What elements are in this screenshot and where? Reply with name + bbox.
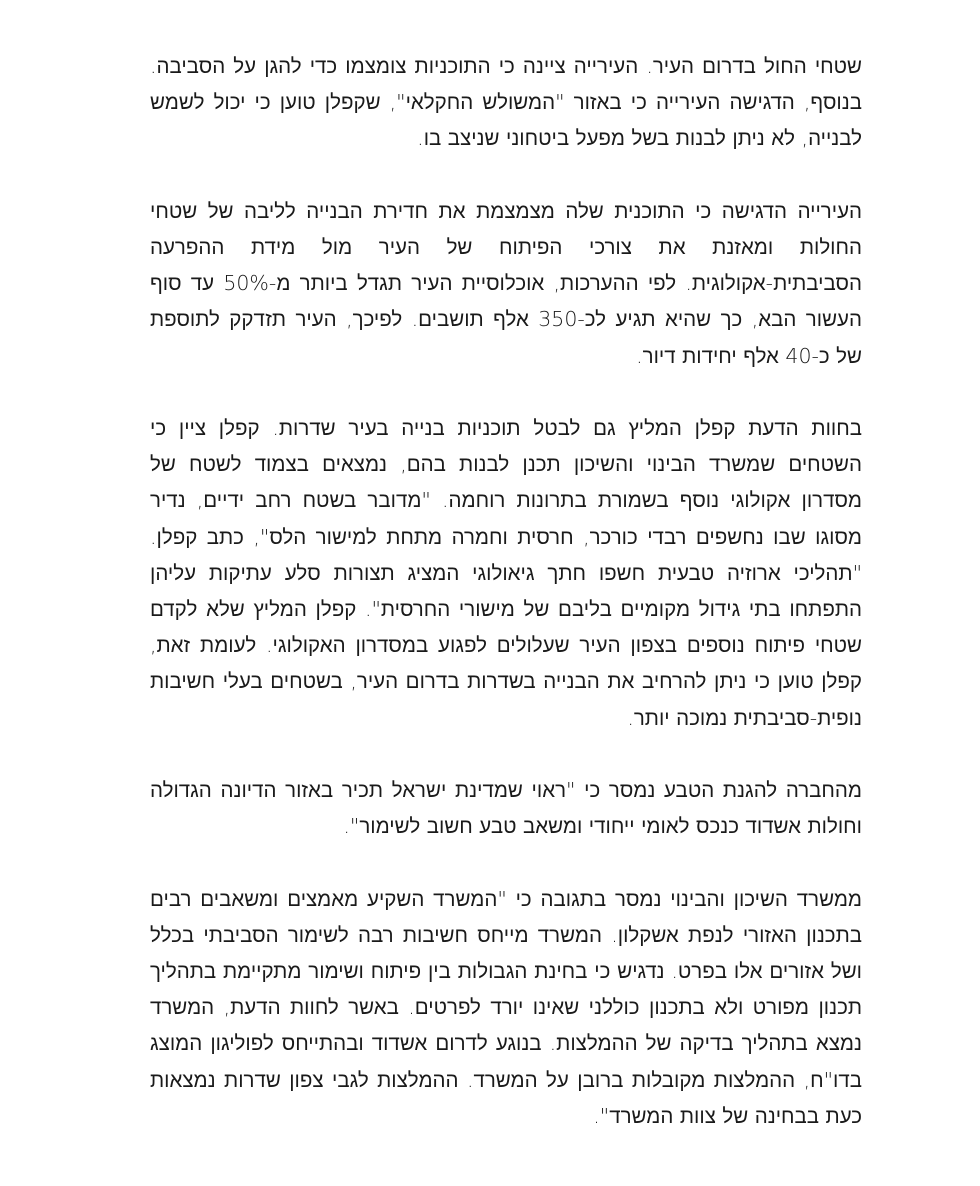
- paragraph-housing-ministry-response: ממשרד השיכון והבינוי נמסר בתגובה כי "המשרד השקיע מאמצים ומשאבים רבים בתכנון האזורי לנפת אשקלון. המשרד מייחס חשיבות רבה לשימור הסביבתי בכלל ושל אזורים אלו בפרט. נדגיש כי בחינת הגבולות בין פיתוח ושימור מתקיימת בתהליך תכנון מפורט ולא בתכנון כוללני שאינו יורד לפרטים. באשר לחוות הדעת, המשרד נמצא בתהליך בדיקה של ההמלצות. בנוגע לדרום אשדוד ובהתייחס לפוליגון המוצג בדו"ח, ההמלצות מקובלות ברובן על המשרד. ההמלצות לגבי צפון שדרות נמצאות כעת בבחינה של צוות המשרד".: [150, 886, 862, 1128]
- paragraph-sderot-recommendation: בחוות הדעת קפלן המליץ גם לבטל תוכניות בנייה בעיר שדרות. קפלן ציין כי השטחים שמשרד הבינוי והשיכון תכנן לבנות בהם, נמצאים בצמוד לשטח של מסדרון אקולוגי נוסף בשמורת בתרונות רוחמה. "מדובר בשטח רחב ידיים, נדיר מסוגו שבו נחשפים רבדי כורכר, חרסית וחמרה מתחת למישור הלס", כתב קפלן. "תהליכי ארוזיה טבעית חשפו חתך גיאולוגי המציג תצורות סלע עתיקות עליהן התפתחו בתי גידול מקומיים בליבם של מישורי החרסית". קפלן המליץ שלא לקדם שטחי פיתוח נוספים בצפון העיר שעלולים לפגוע במסדרון האקולוגי. לעומת זאת, קפלן טוען כי ניתן להרחיב את הבנייה בשדרות בדרום העיר, בשטחים בעלי חשיבות נופית-סביבתית נמוכה יותר.: [150, 416, 862, 730]
- article-body: [150, 48, 862, 1134]
- paragraph-nature-society-response: מהחברה להגנת הטבע נמסר כי "ראוי שמדינת ישראל תכיר באזור הדיונה הגדולה וחולות אשדוד כנכס לאומי ייחודי ומשאב טבע חשוב לשימור".: [150, 778, 862, 839]
- paragraph-city-plan-balance: העירייה הדגישה כי התוכנית שלה מצמצמת את חדירת הבנייה לליבה של שטחי החולות ומאזנת את צורכי הפיתוח של העיר מול מידת ההפרעה הסביבתית-אקולוגית. לפי ההערכות, אוכלוסיית העיר תגדל ביותר מ-50% עד סוף העשור הבא, כך שהיא תגיע לכ-350 אלף תושבים. לפיכך, העיר תזדקק לתוספת של כ-40 אלף יחידות דיור.: [150, 198, 862, 368]
- paragraph-city-response: שטחי החול בדרום העיר. העירייה ציינה כי התוכניות צומצמו כדי להגן על הסביבה. בנוסף, הדגישה העירייה כי באזור "המשולש החקלאי", שקפלן טוען כי יכול לשמש לבנייה, לא ניתן לבנות בשל מפעל ביטחוני שניצב בו.: [150, 54, 863, 151]
